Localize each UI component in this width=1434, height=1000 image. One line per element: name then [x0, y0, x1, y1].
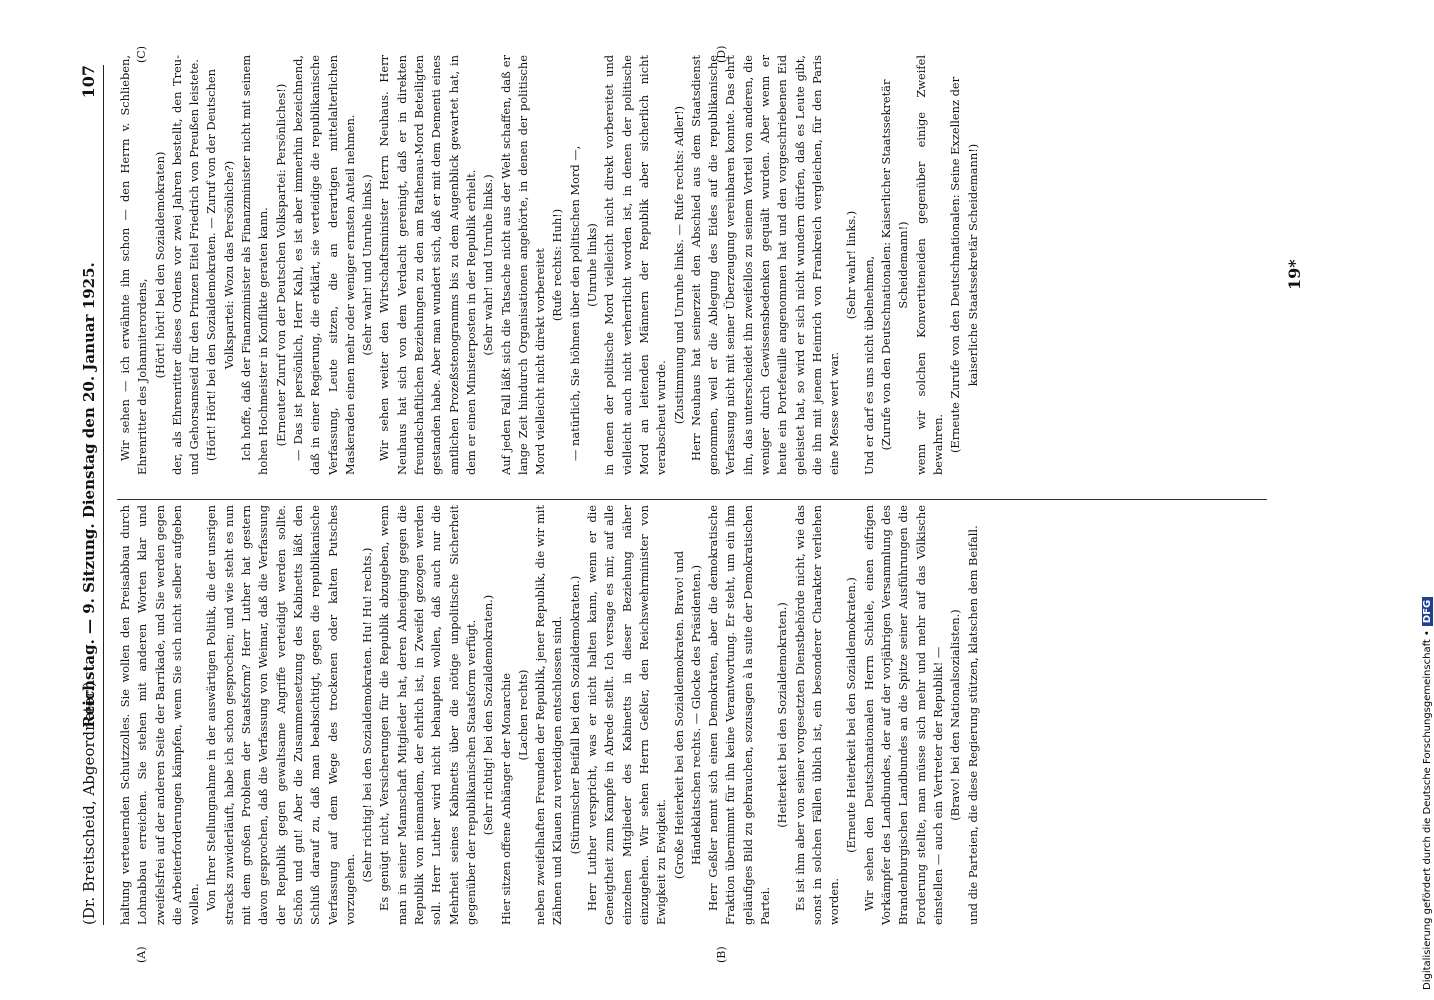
- paragraph: Auf jeden Fall läßt sich die Tatsache nicht aus der Welt schaffen, daß er lange Zeit hindurch Organisationen angehörte, in denen der politische Mord vielleicht nicht direkt vorbereitet: [498, 55, 548, 475]
- signature-mark: 19*: [1285, 259, 1304, 290]
- interjection: (Erneuter Zuruf von der Deutschen Volkspartei: Persönliches!): [273, 83, 288, 447]
- interjection: (Erneute Zurufe von den Deutschnationalen: Seine Exzellenz der kaiserliche Staatssekretär Scheidemann!): [948, 76, 980, 454]
- paragraph: Herr Luther verspricht, was er nicht halten kann, wenn er die Geneigtheit zum Kampfe in Abrede stellt. Ich versage es mir, auf alle einzelnen Mitglieder des Kabinetts in dieser Beziehung näher einzugehen. Wir sehen Herrn Geßler, den Reichswehrminister von Ewigkeit zu Ewigkeit.: [585, 505, 669, 925]
- digitization-credit: [1422, 597, 1433, 990]
- column-divider: [117, 499, 1267, 500]
- interjection: (Hört! Hört! bei den Sozialdemokraten. — Zuruf von der Deutschen Volkspartei: Wozu das Persönliche?): [204, 69, 236, 461]
- paragraph: neben zweifelhaften Freunden der Republik, jener Republik, die wir mit Zähnen und Klauen zu verteidigen entschlossen sind.: [533, 505, 565, 925]
- left-column: [117, 505, 1267, 925]
- page-number: 107: [79, 65, 98, 99]
- dfg-logo: DFG: [1422, 597, 1433, 626]
- margin-marker-d: (D): [715, 45, 728, 63]
- paragraph: Hier sitzen offene Anhänger der Monarchie: [498, 673, 513, 925]
- paragraph: — Das ist persönlich, Herr Kahl, es ist aber immerhin bezeichnend, daß in einer Regierung, die erklärt, sie verteidige die republikanische Verfassung, Leute sitzen, die an derartigen mittelalterlichen Maskeraden einen mehr oder weniger ernsten Anteil nehmen.: [290, 55, 357, 475]
- interjection: (Sehr wahr! und Unruhe links.): [360, 174, 375, 356]
- interjection: (Zustimmung und Unruhe links. — Rufe rechts: Adler!): [671, 105, 686, 425]
- rotated-page: [75, 45, 1405, 963]
- speaker-label: (Dr. Breitscheid, Abgeordneter.): [80, 681, 98, 925]
- interjection: (Heiterkeit bei den Sozialdemokraten.): [775, 602, 790, 828]
- paragraph: in denen der politische Mord vielleicht nicht direkt vorbereitet und vielleicht auch nicht verherrlicht worden ist, in denen der politische Mord an leitenden Männern der Republik aber sicherlich nicht verabscheut wurde.: [602, 55, 669, 475]
- interjection: (Sehr wahr! und Unruhe links.): [481, 174, 496, 356]
- paragraph: Es genügt nicht, Versicherungen für die Republik abzugeben, wenn man in seiner Mannschaft Mitglieder hat, deren Abneigung gegen die Republik von niemandem, der ehrlich ist, in Zweifel gezogen werden soll. Herr Luther wird nicht behaupten wollen, daß auch nur die Mehrheit seines Kabinetts über die nötige unpolitische Sicherheit gegenüber der republikanischen Staatsform verfügt.: [377, 505, 478, 925]
- interjection: (Stürmischer Beifall bei den Sozialdemokraten.): [567, 575, 582, 855]
- paragraph: Ich hoffe, daß der Finanzminister als Finanzminister nicht mit seinem hohen Hochmeister in Konflikte geraten kann.: [239, 55, 271, 475]
- paragraph: haltung verteuernden Schutzzolles. Sie wollen den Preisabbau durch Lohnabbau erreichen. Sie stehen mit anderen Worten klar und zweifelsfrei auf der anderen Seite der Barrikade, und Sie werden gegen die Arbeiterforderungen kämpfen, wenn Sie sich nicht selber aufgeben wollen.: [118, 505, 202, 925]
- page-header: [75, 65, 104, 925]
- paragraph: Wir sehen den Deutschnationalen Herrn Schiele, einen eifrigen Vorkämpfer des Landbundes, der auf der vorjährigen Versammlung des Brandenburgischen Landbundes an die Spitze seiner Ausführungen die Forderung stellte, man müsse sich mehr und mehr auf das Völkische einstellen — auch ein Vertreter der Republik! —: [861, 505, 945, 925]
- paragraph: und die Parteien, die diese Regierung stützen, klatschen dem Beifall.: [965, 525, 980, 925]
- margin-marker-c: (C): [135, 46, 148, 63]
- paragraph: der, als Ehrenritter dieses Ordens vor zwei Jahren bestellt, den Treu- und Gehorsamseid für den Prinzen Eitel Friedrich von Preußen leistete.: [169, 55, 202, 475]
- interjection: (Unruhe links): [585, 223, 600, 307]
- paragraph: Und er darf es uns nicht übelnehmen,: [861, 255, 876, 475]
- paragraph: — natürlich, Sie höhnen über den politischen Mord —,: [567, 145, 582, 461]
- interjection: (Sehr wahr! links.): [844, 210, 859, 320]
- paragraph: Wir sehen — ich erwähnte ihn schon — den Herrn v. Schlieben, Ehrenritter des Johanniterordens,: [118, 55, 150, 475]
- paragraph: Herr Geßler nennt sich einen Demokraten, aber die demokratische Fraktion übernimmt für ihn keine Verantwortung. Er steht, um ein ihm geläufiges Bild zu gebrauchen, sozusagen à la suite der Demokratischen Partei.: [706, 505, 772, 925]
- paragraph: Wir sehen weiter den Wirtschaftsminister Herrn Neuhaus. Herr Neuhaus hat sich von dem Verdacht gereinigt, daß er in direkten freundschaftlichen Beziehungen zu den am Rathenau-Mord Beteiligten gestanden habe. Aber man wundert sich, daß er mit dem Dementi eines amtlichen Prozeßstenogramms bis zu dem Augenblick gewartet hat, in dem er einen Ministerposten in der Republik erhielt.: [377, 55, 478, 475]
- right-column: [117, 55, 1267, 475]
- paragraph: wenn wir solchen Konvertiteneiden gegenüber einige Zweifel bewahren.: [913, 55, 945, 475]
- paragraph: Es ist ihm aber von seiner vorgesetzten Dienstbehörde nicht, wie das sonst in solchen Fällen üblich ist, ein besonderer Charakter verliehen worden.: [792, 505, 842, 925]
- interjection: (Bravo! bei den Nationalsozialisten.): [948, 609, 963, 821]
- interjection: (Rufe rechts: Huh!): [550, 208, 565, 322]
- credit-text: Digitalisierung gefördert durch die Deutsche Forschungsgemeinschaft •: [1422, 630, 1433, 990]
- interjection: (Lachen rechts): [515, 669, 530, 761]
- interjection: (Sehr richtig! bei den Sozialdemokraten.): [481, 594, 496, 836]
- paragraph: Herr Neuhaus hat seinerzeit den Abschied aus dem Staatsdienst genommen, weil er die Ablegung des Eides auf die republikanische Verfassung nicht mit seiner Überzeugung vereinbaren konnte. Das ehrt ihn, das unterscheidet ihn zweifellos zu seinem Vorteil von anderen, die weniger durch Gewissensbedenken gequält wurden. Aber wenn er heute ein Portefeuille angenommen hat und den vorgeschriebenen Eid geleistet hat, so wird er sich nicht wundern dürfen, daß es Leute gibt, die ihn mit jenem Heinrich von Frankreich vergleichen, für den Paris eine Messe wert war.: [688, 55, 842, 475]
- paragraph: Von Ihrer Stellungnahme in der auswärtigen Politik, die der unsrigen stracks zuwiderläuft, habe ich schon gesprochen; und wie steht es nun mit dem großen Problem der Staatsform? Herr Luther hat gestern davon gesprochen, daß die Verfassung von Weimar, daß die Verfassung der Republik gegen gewaltsame Angriffe verteidigt werden sollte. Schön und gut! Aber die Zusammensetzung des Kabinetts läßt den Schluß darauf zu, daß man beabsichtigt, gegen die republikanische Verfassung auf dem Wege des trockenen oder kalten Putsches vorzugehen.: [204, 505, 357, 925]
- margin-marker-b: (B): [715, 946, 728, 963]
- interjection: (Sehr richtig! bei den Sozialdemokraten. Hu! Hu! rechts.): [360, 547, 375, 883]
- interjection: (Erneute Heiterkeit bei den Sozialdemokraten.): [844, 577, 859, 853]
- session-title: Reichstag. — 9. Sitzung. Dienstag den 20. Januar 1925.: [80, 262, 98, 728]
- interjection: (Große Heiterkeit bei den Sozialdemokraten. Bravo! und Händeklatschen rechts. — Glocke des Präsidenten.): [671, 550, 703, 880]
- interjection: (Zurufe von den Deutschnationalen: Kaiserlicher Staatssekretär Scheidemann!): [879, 79, 911, 451]
- interjection: (Hört! hört! bei den Sozialdemokraten): [152, 151, 167, 379]
- margin-marker-a: (A): [135, 946, 148, 963]
